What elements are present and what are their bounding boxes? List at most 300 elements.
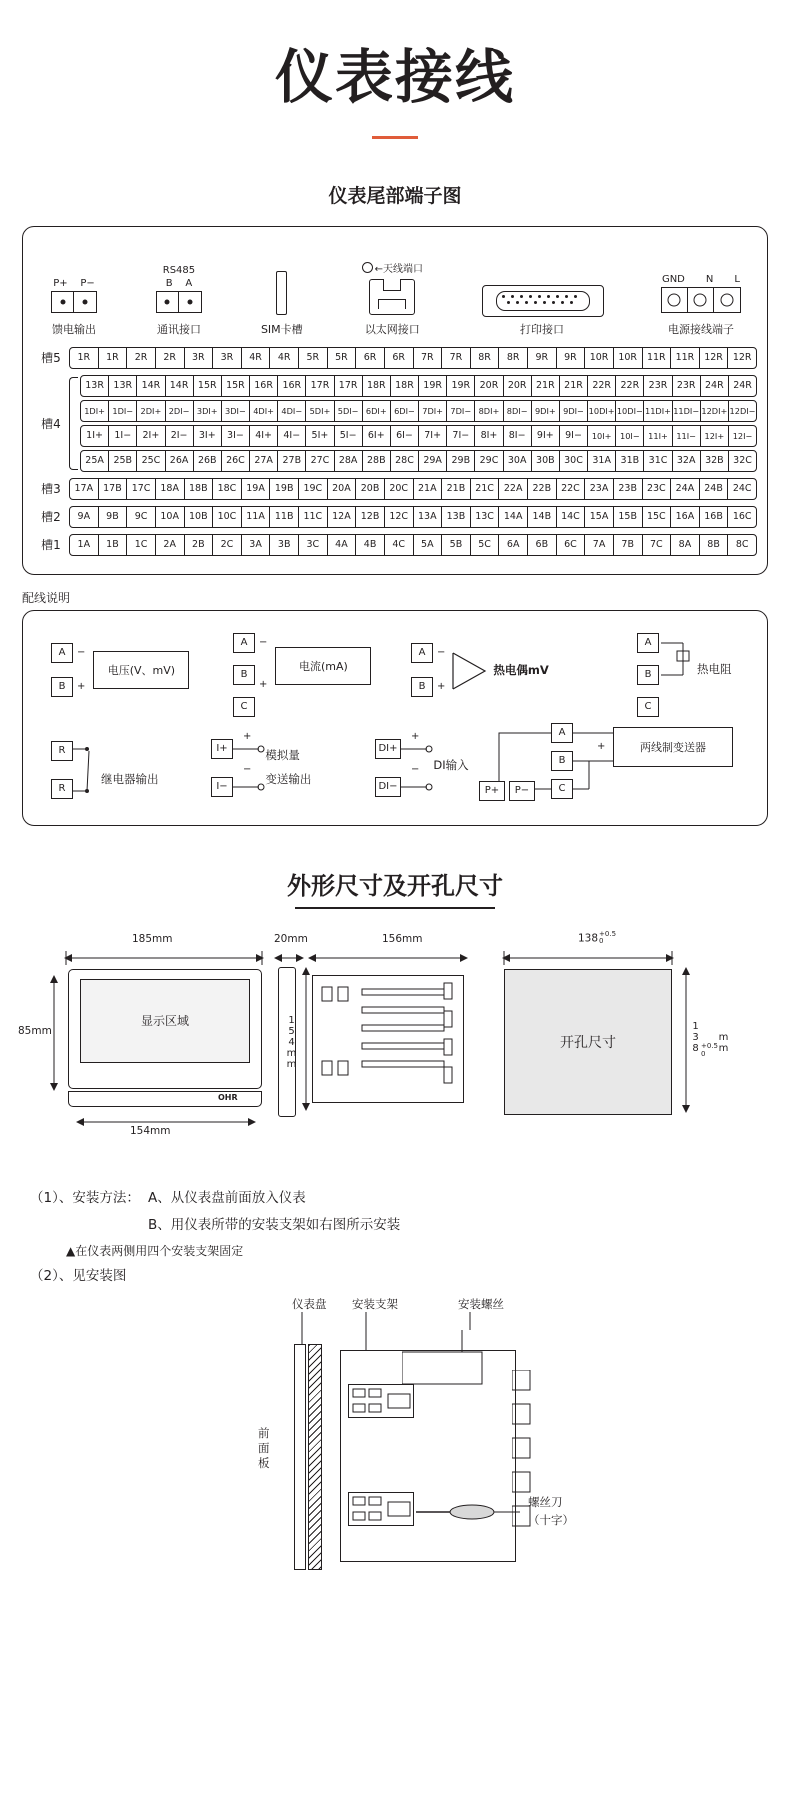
- connector-power-feed: [51, 278, 97, 337]
- terminal-row: [69, 534, 757, 556]
- terminal-row: [80, 400, 757, 422]
- terminal-cell: 27C: [306, 451, 334, 471]
- terminal-cell: 11A: [242, 507, 271, 527]
- relay-terminal-r1: R: [51, 741, 73, 761]
- terminal-cell: 26B: [194, 451, 222, 471]
- screw-callout: [402, 1330, 522, 1390]
- thermocouple-junction-icon: [451, 647, 491, 693]
- terminal-cell: 3I+: [194, 426, 222, 446]
- terminal-cell: 21B: [442, 479, 471, 499]
- antenna-port-text: ←天线端口: [374, 263, 424, 275]
- terminal-cell: 6R: [385, 348, 414, 368]
- analog-terminal-im: I−: [211, 777, 233, 797]
- di-sign-plus: +: [411, 730, 420, 742]
- rs485-pin-a: [179, 292, 201, 312]
- current-terminal-b: B: [233, 665, 255, 685]
- terminal-cell: 12I+: [701, 426, 729, 446]
- rs485-pin-b-label: B: [165, 277, 173, 289]
- front-plate: [294, 1344, 306, 1570]
- terminal-cell: 18R: [391, 376, 419, 396]
- dim-side-height-arrow: [296, 965, 316, 1121]
- label-screwdriver-line1: 螺丝刀: [528, 1494, 563, 1509]
- terminal-cell: 20R: [475, 376, 503, 396]
- dim-cut-height: [690, 1021, 729, 1058]
- connector-rs485: [156, 265, 202, 337]
- wiring-thermocouple: [411, 643, 549, 697]
- wiring-rtd: [637, 633, 732, 717]
- rs485-terminal-block: [156, 291, 202, 313]
- terminal-cell: 8I+: [475, 426, 503, 446]
- terminal-cell: 23C: [643, 479, 672, 499]
- terminal-cell: 16B: [700, 507, 729, 527]
- terminal-cell: 3A: [242, 535, 271, 555]
- display-area: 显示区域: [80, 979, 250, 1063]
- terminal-cell: 6DI+: [363, 401, 391, 421]
- rs485-pin-b: [157, 292, 179, 312]
- terminal-cell: 2DI+: [137, 401, 165, 421]
- terminal-cell: 22A: [499, 479, 528, 499]
- terminal-cell: 21R: [532, 376, 560, 396]
- power-feed-caption: 馈电输出: [52, 322, 96, 336]
- terminal-cell: 5I−: [335, 426, 363, 446]
- ethernet-jack-icon: [369, 279, 415, 315]
- power-terminal-pin-gnd: [662, 288, 688, 312]
- terminal-cell: 19R: [447, 376, 475, 396]
- connector-ethernet: [362, 260, 423, 337]
- analog-sign-minus: −: [243, 763, 252, 775]
- dim-cut-height-tol-dn: 0: [701, 1049, 706, 1058]
- rear-connectors: [512, 1370, 542, 1550]
- terminal-cell: 8DI+: [475, 401, 503, 421]
- installation-drawing: [22, 1296, 768, 1596]
- terminal-cell: 10A: [156, 507, 185, 527]
- terminal-cell: 9C: [127, 507, 156, 527]
- db9-connector-icon: [482, 285, 602, 315]
- voltage-terminal-b: B: [51, 677, 73, 697]
- terminal-cell: 22B: [528, 479, 557, 499]
- label-bracket: 安装支架: [352, 1296, 398, 1311]
- terminal-cell: 5DI+: [306, 401, 334, 421]
- terminal-cell: 22R: [588, 376, 616, 396]
- terminal-cell: 2I−: [166, 426, 194, 446]
- terminal-panel: [22, 226, 768, 575]
- terminal-cell: 28A: [335, 451, 363, 471]
- terminal-cell: 19A: [242, 479, 271, 499]
- terminal-cell: 28C: [391, 451, 419, 471]
- voltage-label: 电压(V、mV): [93, 651, 189, 689]
- terminal-cell: 4I+: [250, 426, 278, 446]
- terminal-cell: 12I−: [732, 430, 753, 441]
- voltage-sign-plus: +: [77, 680, 86, 692]
- sim-slot-icon: [276, 271, 287, 315]
- terminal-cell: 5A: [414, 535, 443, 555]
- terminal-cell: 13A: [414, 507, 443, 527]
- terminal-cell: 12C: [385, 507, 414, 527]
- terminal-row: [80, 450, 757, 472]
- terminal-cell: 2B: [185, 535, 214, 555]
- terminal-cell: 2A: [156, 535, 185, 555]
- terminal-cell: 17B: [99, 479, 128, 499]
- terminal-cell: 11B: [270, 507, 299, 527]
- wiring-relay: [51, 739, 159, 801]
- slot-rows: [69, 347, 757, 369]
- power-terminal-gnd-label: GND: [661, 273, 685, 285]
- terminal-cell: 1DI−: [109, 401, 137, 421]
- terminal-cell: 11R: [643, 348, 672, 368]
- terminal-cell: 10DI+: [588, 401, 616, 421]
- terminal-cell: 8R: [471, 348, 500, 368]
- power-terminal-pin-n: [688, 288, 714, 312]
- terminal-cell: 12DI−: [729, 405, 756, 416]
- terminal-cell: 10B: [185, 507, 214, 527]
- terminal-cell: 15R: [222, 376, 250, 396]
- terminal-cell: 7C: [643, 535, 672, 555]
- terminal-cell: 8DI−: [504, 401, 532, 421]
- terminal-cell: 24A: [671, 479, 700, 499]
- note-1-a: A、从仪表盘前面放入仪表: [148, 1189, 306, 1206]
- thermocouple-terminal-a: A: [411, 643, 433, 663]
- two-wire-label: 两线制变送器: [613, 727, 733, 767]
- terminal-cell: 18C: [213, 479, 242, 499]
- terminal-cell: 32C: [733, 455, 752, 467]
- label-screwdriver-line2: （十字）: [528, 1512, 574, 1527]
- relay-terminal-r2: R: [51, 779, 73, 799]
- two-wire-terminal-a: A: [551, 723, 573, 743]
- power-terminal-block: [661, 287, 741, 313]
- terminal-cell: 23R: [673, 376, 701, 396]
- terminal-cell: 9DI+: [532, 401, 560, 421]
- rtd-label: 热电阻: [697, 661, 732, 676]
- wiring-two-wire: [484, 719, 753, 815]
- power-terminal-pin-l: [714, 288, 740, 312]
- terminal-cell: 23A: [585, 479, 614, 499]
- terminal-row: [69, 478, 757, 500]
- terminal-cell: 17R: [306, 376, 334, 396]
- rtd-element-icon: [661, 633, 697, 711]
- terminal-row: [69, 347, 757, 369]
- title-divider: [372, 136, 418, 139]
- terminal-cell: 4R: [270, 348, 299, 368]
- terminal-cell: 31A: [588, 451, 616, 471]
- terminal-cell: 32B: [701, 451, 729, 471]
- slot-rows: [69, 534, 757, 556]
- thermocouple-label: 热电偶mV: [493, 662, 549, 677]
- relay-label: 继电器输出: [101, 771, 159, 786]
- terminal-cell: 7A: [585, 535, 614, 555]
- cut-out-area: 开孔尺寸: [504, 969, 672, 1115]
- terminal-cell: 20B: [356, 479, 385, 499]
- slot-label: 槽5: [41, 351, 61, 366]
- terminal-cell: 28B: [363, 451, 391, 471]
- terminal-cell: 11R: [671, 348, 700, 368]
- terminal-cell: 4B: [356, 535, 385, 555]
- terminal-cell: 25C: [137, 451, 165, 471]
- connector-printer: [482, 285, 602, 337]
- current-terminal-a: A: [233, 633, 255, 653]
- current-label: 电流(mA): [275, 647, 371, 685]
- terminal-cell: 7B: [614, 535, 643, 555]
- rtd-terminal-c: C: [637, 697, 659, 717]
- terminal-cell: 9I−: [560, 426, 588, 446]
- dim-cut-width-arrow: [500, 949, 680, 967]
- terminal-cell: 14C: [557, 507, 586, 527]
- terminal-cell: 4I−: [278, 426, 306, 446]
- power-feed-pin-1: [52, 292, 74, 312]
- terminal-cell: 8I−: [504, 426, 532, 446]
- terminal-cell: 4DI+: [250, 401, 278, 421]
- power-terminal-caption: 电源接线端子: [667, 322, 734, 336]
- dimension-drawings: [18, 925, 768, 1175]
- power-feed-pin-2-label: P−: [80, 277, 95, 289]
- terminal-cell: 8A: [671, 535, 700, 555]
- terminal-cell: 20A: [328, 479, 357, 499]
- terminal-cell: 6B: [528, 535, 557, 555]
- terminal-cell: 14R: [166, 376, 194, 396]
- slot-rows: [69, 478, 757, 500]
- terminal-cell: 15R: [194, 376, 222, 396]
- power-feed-terminal-block: [51, 291, 97, 313]
- terminal-diagram-title: 仪表尾部端子图: [328, 184, 462, 207]
- terminal-cell: 13R: [81, 376, 109, 396]
- dim-side-depth: 156mm: [382, 932, 423, 945]
- terminal-cell: 19C: [299, 479, 328, 499]
- wiring-legend-box: [22, 610, 768, 826]
- terminal-cell: 30B: [532, 451, 560, 471]
- terminal-cell: 12R: [732, 352, 752, 364]
- terminal-cell: 26A: [166, 451, 194, 471]
- slot-label: 槽3: [41, 482, 61, 497]
- terminal-cell: 23R: [644, 376, 672, 396]
- two-wire-terminal-c: C: [551, 779, 573, 799]
- terminal-cell: 5I+: [306, 426, 334, 446]
- rs485-header: RS485: [162, 264, 196, 276]
- voltage-sign-minus: −: [77, 646, 86, 658]
- terminal-cell: 27B: [278, 451, 306, 471]
- dimension-title-text: 外形尺寸及开孔尺寸: [287, 871, 503, 900]
- terminal-cell: 23B: [614, 479, 643, 499]
- terminal-cell: 1I+: [81, 426, 109, 446]
- terminal-cell: 20R: [504, 376, 532, 396]
- terminal-cell: 9B: [99, 507, 128, 527]
- terminal-cell: 12R: [700, 348, 729, 368]
- terminal-cell: 26C: [222, 451, 250, 471]
- terminal-cell: 22C: [557, 479, 586, 499]
- terminal-cell: 13C: [471, 507, 500, 527]
- terminal-cell: 9I+: [532, 426, 560, 446]
- dim-cut-height-tol-up: +0.5: [701, 1042, 718, 1051]
- terminal-cell: 6I+: [363, 426, 391, 446]
- printer-caption: 打印接口: [519, 322, 564, 336]
- wiring-current: [233, 633, 371, 717]
- dim-cut-height-value: 138: [690, 1020, 701, 1054]
- terminal-cell: 16R: [250, 376, 278, 396]
- terminal-cell: 24B: [700, 479, 729, 499]
- dim-cut-width-value: 138: [578, 932, 599, 945]
- ethernet-caption: 以太网接口: [364, 322, 420, 336]
- two-wire-terminal-pminus: P−: [509, 781, 535, 801]
- di-label: DI输入: [433, 757, 469, 772]
- terminal-cell: 10I−: [616, 426, 644, 446]
- terminal-cell: 21A: [414, 479, 443, 499]
- terminal-cell: 14B: [528, 507, 557, 527]
- analog-terminal-ip: I+: [211, 739, 233, 759]
- terminal-cell: 9R: [557, 348, 586, 368]
- terminal-row: [80, 375, 757, 397]
- dim-cut-width: [578, 931, 616, 946]
- current-terminal-c: C: [233, 697, 255, 717]
- terminal-cell: 4C: [385, 535, 414, 555]
- terminal-cell: 20C: [385, 479, 414, 499]
- terminal-cell: 6I−: [391, 426, 419, 446]
- terminal-cell: 2C: [213, 535, 242, 555]
- thermocouple-sign-plus: +: [437, 680, 446, 692]
- wiring-note-title: 配线说明: [22, 590, 71, 605]
- terminal-cell: 17R: [335, 376, 363, 396]
- terminal-cell: 12DI+: [701, 401, 729, 421]
- terminal-cell: 10C: [213, 507, 242, 527]
- di-terminal-plus: DI+: [375, 739, 401, 759]
- note-1-key: （1）、安装方法：: [30, 1189, 140, 1206]
- terminal-cell: 11I+: [644, 426, 672, 446]
- terminal-cell: 17C: [127, 479, 156, 499]
- thermocouple-terminal-b: B: [411, 677, 433, 697]
- terminal-cell: 6R: [356, 348, 385, 368]
- terminal-cell: 4DI−: [278, 401, 306, 421]
- terminal-cell: 11I−: [673, 426, 701, 446]
- rs485-pin-a-label: A: [185, 277, 193, 289]
- terminal-cell: 2I+: [137, 426, 165, 446]
- terminal-cell: 16A: [671, 507, 700, 527]
- dim-side-bezel: 20mm: [274, 932, 308, 945]
- label-front-panel-1: 前: [258, 1425, 270, 1440]
- di-sign-minus: −: [411, 763, 420, 775]
- terminal-cell: 13R: [109, 376, 137, 396]
- brand-logo: OHR: [218, 1092, 238, 1102]
- terminal-cell: 3B: [270, 535, 299, 555]
- terminal-cell: 21R: [560, 376, 588, 396]
- terminal-cell: 12B: [356, 507, 385, 527]
- wiring-di-input: [375, 730, 469, 801]
- terminal-cell: 3I−: [222, 426, 250, 446]
- terminal-cell: 2R: [127, 348, 156, 368]
- dimension-title: [0, 866, 790, 909]
- terminal-cell: 11DI−: [673, 401, 701, 421]
- terminal-cell: 15A: [585, 507, 614, 527]
- terminal-cell: 16C: [732, 511, 752, 523]
- dim-front-bottom-arrow: [74, 1113, 284, 1131]
- sim-caption: SIM卡槽: [260, 322, 303, 336]
- relay-contact-icon: [73, 739, 99, 801]
- two-wire-terminal-pplus: P+: [479, 781, 505, 801]
- current-sign-minus: −: [259, 636, 268, 648]
- two-wire-terminal-b: B: [551, 751, 573, 771]
- slot-group: [33, 347, 757, 369]
- terminal-cell: 8B: [700, 535, 729, 555]
- terminal-cell: 21C: [471, 479, 500, 499]
- power-feed-pin-2: [74, 292, 96, 312]
- terminal-cell: 22R: [616, 376, 644, 396]
- slot-group: [33, 506, 757, 528]
- dim-cut-width-tol-up: +0.5: [599, 929, 617, 938]
- terminal-cell: 15B: [614, 507, 643, 527]
- antenna-icon: [362, 262, 373, 273]
- terminal-cell: 30A: [504, 451, 532, 471]
- dim-front-height: 85mm: [18, 1024, 52, 1037]
- slot-rows: [80, 375, 757, 472]
- terminal-cell: 5C: [471, 535, 500, 555]
- slot-group: [33, 534, 757, 556]
- terminal-cell: 2DI−: [166, 401, 194, 421]
- terminal-cell: 6DI−: [391, 401, 419, 421]
- terminal-cell: 8C: [735, 539, 749, 551]
- terminal-cell: 18R: [363, 376, 391, 396]
- terminal-cell: 9DI−: [560, 401, 588, 421]
- top-connector-row: [33, 241, 757, 337]
- terminal-cell: 18B: [185, 479, 214, 499]
- terminal-cell: 7DI−: [447, 401, 475, 421]
- terminal-row: [80, 425, 757, 447]
- note-1-b: B、用仪表所带的安装支架如右图所示安装: [148, 1216, 401, 1233]
- label-front-panel-3: 板: [258, 1455, 270, 1470]
- terminal-cell: 32A: [673, 451, 701, 471]
- terminal-cell: 1C: [127, 535, 156, 555]
- terminal-cell: 1I−: [109, 426, 137, 446]
- rtd-terminal-b: B: [637, 665, 659, 685]
- terminal-cell: 6A: [499, 535, 528, 555]
- terminal-cell: 14A: [499, 507, 528, 527]
- terminal-cell: 2R: [156, 348, 185, 368]
- terminal-cell: 15C: [643, 507, 672, 527]
- terminal-cell: 5R: [328, 348, 357, 368]
- panel-plate: [308, 1344, 322, 1570]
- label-panel: 仪表盘: [292, 1296, 327, 1311]
- terminal-cell: 4R: [242, 348, 271, 368]
- terminal-cell: 11C: [299, 507, 328, 527]
- analog-label-line1: 模拟量: [265, 747, 300, 762]
- terminal-cell: 9A: [70, 507, 99, 527]
- terminal-cell: 24C: [732, 483, 752, 495]
- terminal-cell: 1R: [70, 348, 99, 368]
- current-sign-plus: +: [259, 678, 268, 690]
- terminal-cell: 24R: [701, 376, 729, 396]
- di-terminal-minus: DI−: [375, 777, 401, 797]
- two-wire-sign-plus: +: [597, 740, 606, 752]
- rtd-terminal-a: A: [637, 633, 659, 653]
- dim-front-width-arrow: [62, 949, 292, 967]
- terminal-row: [69, 506, 757, 528]
- slot-label: 槽4: [41, 416, 61, 431]
- dim-front-bottom: 154mm: [130, 1124, 171, 1137]
- slot-label: 槽1: [41, 538, 61, 553]
- antenna-port-label: [362, 260, 423, 275]
- terminal-cell: 25A: [81, 451, 109, 471]
- terminal-cell: 12A: [328, 507, 357, 527]
- terminal-cell: 24R: [733, 380, 752, 392]
- slot-group: [33, 478, 757, 500]
- terminal-cell: 3R: [213, 348, 242, 368]
- analog-label-line2: 变送输出: [265, 771, 312, 786]
- terminal-cell: 3C: [299, 535, 328, 555]
- terminal-cell: 1B: [99, 535, 128, 555]
- label-front-panel-2: 面: [258, 1440, 270, 1455]
- connector-power-terminal: [661, 274, 741, 337]
- side-view-detail: [312, 975, 464, 1103]
- terminal-cell: 10I+: [588, 426, 616, 446]
- page-title: 仪表接线: [274, 43, 515, 111]
- terminal-cell: 3DI+: [194, 401, 222, 421]
- label-screw: 安装螺丝: [458, 1296, 504, 1311]
- terminal-cell: 7R: [442, 348, 471, 368]
